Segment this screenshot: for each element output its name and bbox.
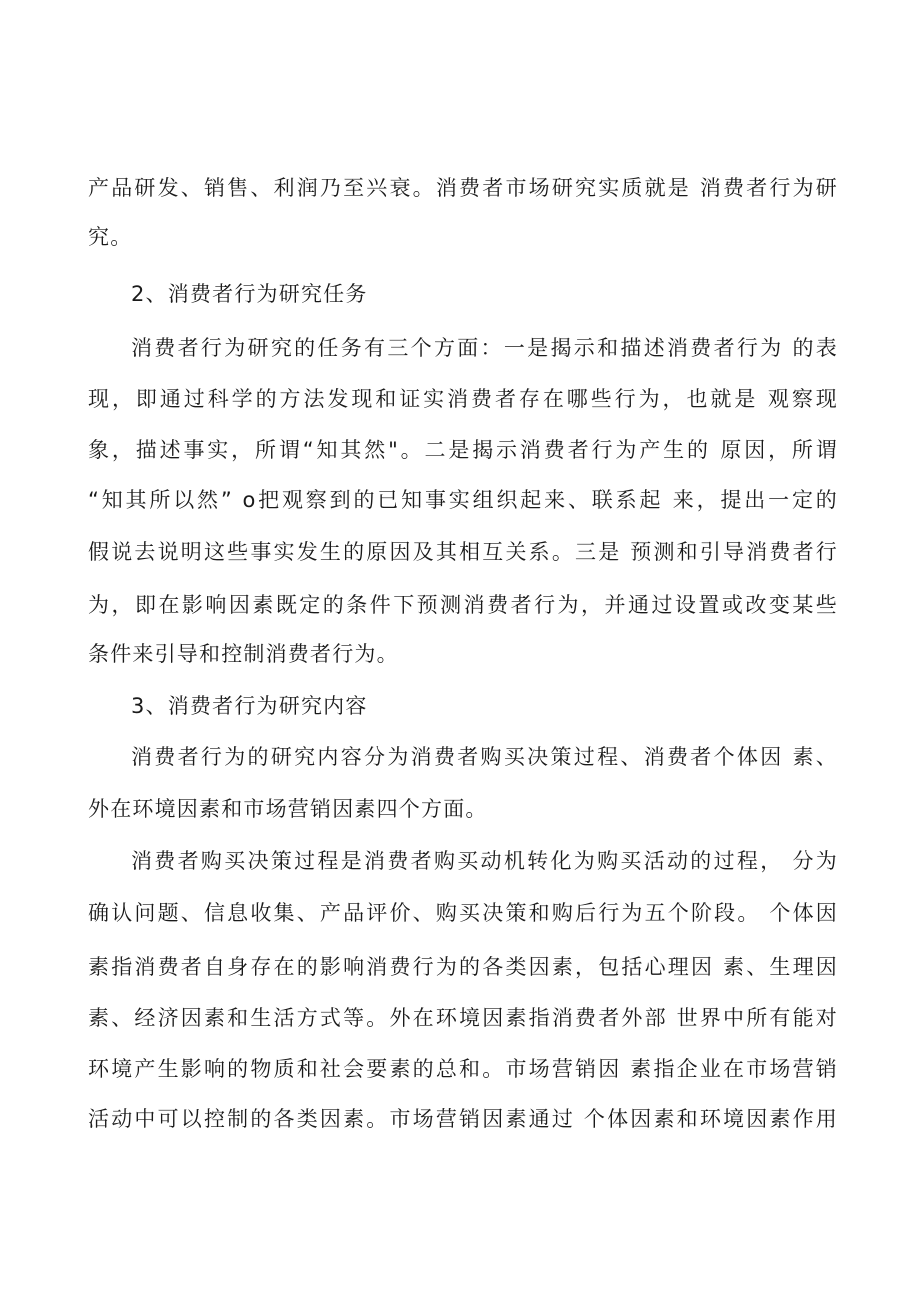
paragraph-line: 素、经济因素和生活方式等。外在环境因素指消费者外部 世界中所有能对	[88, 1006, 838, 1030]
paragraph-line: 环境产生影响的物质和社会要素的总和。市场营销因 素指企业在市场营销	[88, 1057, 838, 1081]
paragraph-line: 条件来引导和控制消费者行为。	[88, 642, 399, 666]
paragraph-line: 究。	[88, 225, 133, 249]
paragraph-line: 活动中可以控制的各类因素。市场营销因素通过 个体因素和环境因素作用	[88, 1107, 838, 1131]
paragraph-line: 消费者行为的研究内容分为消费者购买决策过程、消费者个体因 素、	[131, 745, 838, 769]
paragraph-line: 消费者行为研究的任务有三个方面：一是揭示和描述消费者行为 的表	[131, 336, 838, 360]
paragraph-line: 为，即在影响因素既定的条件下预测消费者行为，并通过设置或改变某些	[88, 593, 838, 617]
paragraph-line: 确认问题、信息收集、产品评价、购买决策和购后行为五个阶段。 个体因	[88, 901, 838, 925]
paragraph-line: 现，即通过科学的方法发现和证实消费者存在哪些行为，也就是 观察现	[88, 387, 838, 411]
section-heading: 3、消费者行为研究内容	[131, 694, 368, 718]
paragraph-line: 象，描述事实，所谓“知其然"。二是揭示消费者行为产生的 原因，所谓	[88, 438, 838, 462]
paragraph-line: 消费者购买决策过程是消费者购买动机转化为购买活动的过程， 分为	[131, 849, 838, 873]
paragraph-line: “知其所以然” o把观察到的已知事实组织起来、联系起 来，提出一定的	[88, 488, 838, 512]
paragraph-line: 外在环境因素和市场营销因素四个方面。	[88, 797, 488, 821]
section-heading: 2、消费者行为研究任务	[131, 282, 368, 306]
paragraph-line: 假说去说明这些事实发生的原因及其相互关系。三是 预测和引导消费者行	[88, 540, 838, 564]
paragraph-line: 产品研发、销售、利润乃至兴衰。消费者市场研究实质就是 消费者行为研	[88, 176, 838, 200]
paragraph-line: 素指消费者自身存在的影响消费行为的各类因素，包括心理因 素、生理因	[88, 955, 838, 979]
